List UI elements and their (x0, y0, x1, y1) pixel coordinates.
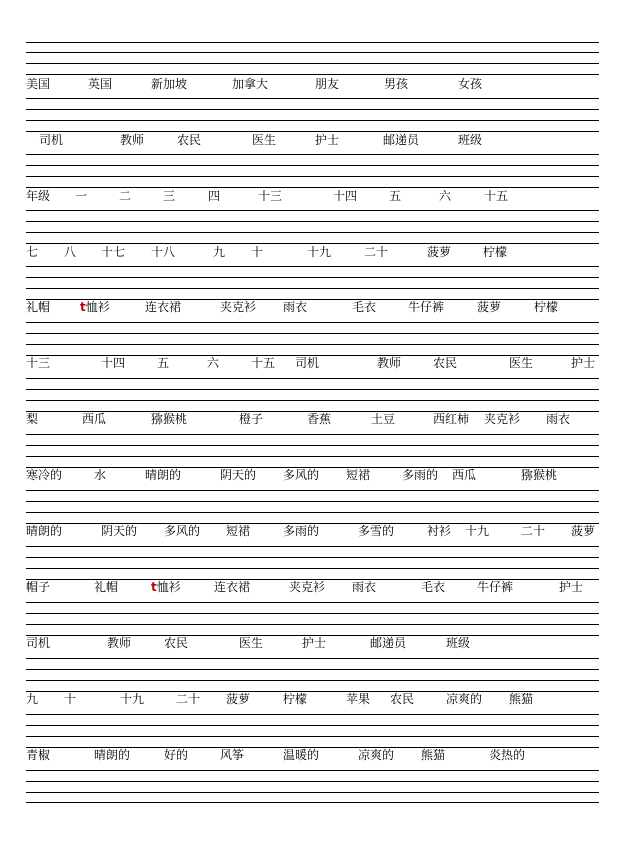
vocab-word: 熊猫 (509, 692, 534, 706)
ruled-line (26, 120, 599, 121)
vocab-word: 男孩 (384, 77, 409, 91)
vocab-word: 夹克衫 (484, 412, 521, 426)
ruled-line (26, 792, 599, 793)
vocab-word: 晴朗的 (94, 748, 131, 762)
vocab-word: 二十 (364, 245, 389, 259)
vocab-word: 炎热的 (489, 748, 526, 762)
ruled-line (26, 165, 599, 166)
vocab-word: 菠萝 (226, 692, 251, 706)
vocab-word (151, 579, 181, 595)
vocab-word: 西红柿 (433, 412, 470, 426)
vocab-word: 菠萝 (477, 300, 502, 314)
vocab-word: 雨衣 (352, 580, 377, 594)
vocab-word: 多雪的 (358, 524, 395, 538)
ruled-line (26, 221, 599, 222)
vocab-row (0, 188, 625, 204)
vocab-row (0, 747, 625, 763)
vocab-word: 五 (157, 356, 170, 370)
vocab-word: 柠檬 (283, 692, 308, 706)
vocab-word: 十三 (258, 189, 283, 203)
vocab-word: 猕猴桃 (521, 468, 558, 482)
ruled-line (26, 154, 599, 155)
vocab-word: 女孩 (458, 77, 483, 91)
vocab-word: 十 (251, 245, 264, 259)
ruled-line (26, 546, 599, 547)
vocab-word: 农民 (433, 356, 458, 370)
vocab-word: 短裙 (226, 524, 251, 538)
vocab-word: 十五 (484, 189, 509, 203)
vocab-row (0, 132, 625, 148)
vocab-row (0, 299, 625, 315)
vocab-word: 五 (389, 189, 402, 203)
ruled-line (26, 333, 599, 334)
vocab-word: 梨 (26, 412, 39, 426)
vocab-word: 六 (439, 189, 452, 203)
vocab-word: 司机 (295, 356, 320, 370)
vocab-word: 寒冷的 (26, 468, 63, 482)
ruled-line (26, 63, 599, 64)
vocab-word: 二十 (521, 524, 546, 538)
ruled-line (26, 501, 599, 502)
vocab-word: 雨衣 (283, 300, 308, 314)
vocab-row (0, 635, 625, 651)
vocab-word: 教师 (120, 133, 145, 147)
vocab-word: 青椒 (26, 748, 51, 762)
vocab-word: 教师 (377, 356, 402, 370)
vocab-word: 苹果 (346, 692, 371, 706)
ruled-line (26, 344, 599, 345)
ruled-line (26, 389, 599, 390)
vocab-word: 凉爽的 (358, 748, 395, 762)
vocab-word: 凉爽的 (446, 692, 483, 706)
vocab-word: 多风的 (164, 524, 201, 538)
vocab-word: 二十 (176, 692, 201, 706)
vocab-word: 护士 (559, 580, 584, 594)
vocab-word: 毛衣 (421, 580, 446, 594)
ruled-line (26, 109, 599, 110)
vocab-word: 英国 (88, 77, 113, 91)
vocab-word: 司机 (26, 636, 51, 650)
vocab-word: 夹克衫 (289, 580, 326, 594)
ruled-line (26, 74, 599, 75)
ruled-line (26, 400, 599, 401)
ruled-line (26, 557, 599, 558)
vocab-word: 连衣裙 (214, 580, 251, 594)
vocab-word: 班级 (446, 636, 471, 650)
vocab-word: 多雨的 (283, 524, 320, 538)
ruled-line (26, 210, 599, 211)
vocab-word: 十八 (151, 245, 176, 259)
ruled-line (26, 714, 599, 715)
vocab-word: 七 (26, 245, 39, 259)
vocab-word: 帽子 (26, 580, 51, 594)
vocab-word: 牛仔裤 (408, 300, 445, 314)
vocab-word: 农民 (390, 692, 415, 706)
ruled-line (26, 624, 599, 625)
vocab-row (0, 467, 625, 483)
vocab-word: 多雨的 (402, 468, 439, 482)
vocab-word: 土豆 (371, 412, 396, 426)
vocab-word: 西瓜 (82, 412, 107, 426)
vocab-word: 连衣裙 (145, 300, 182, 314)
ruled-line (26, 613, 599, 614)
vocab-word: 一 (75, 189, 88, 203)
vocab-row (0, 355, 625, 371)
vocab-word: 礼帽 (26, 300, 51, 314)
vocab-word: 风筝 (220, 748, 245, 762)
vocab-word: 护士 (302, 636, 327, 650)
vocab-word: 好的 (164, 748, 189, 762)
vocab-word: 邮递员 (383, 133, 420, 147)
vocab-word: 橙子 (239, 412, 264, 426)
ruled-line (26, 802, 599, 803)
ruled-line (26, 434, 599, 435)
ruled-line (26, 176, 599, 177)
vocab-word: 阴天的 (101, 524, 138, 538)
vocab-word: 衬衫 (427, 524, 452, 538)
vocab-word: 四 (208, 189, 221, 203)
vocab-word: 司机 (39, 133, 64, 147)
vocab-word: 温暖的 (283, 748, 320, 762)
ruled-line (26, 42, 599, 43)
vocab-word: 十 (64, 692, 77, 706)
vocab-word: 短裙 (346, 468, 371, 482)
vocab-word: 多风的 (283, 468, 320, 482)
vocab-word: 十七 (101, 245, 126, 259)
vocab-row (0, 523, 625, 539)
vocab-word: 熊猫 (421, 748, 446, 762)
ruled-line (26, 725, 599, 726)
vocab-word: 猕猴桃 (151, 412, 188, 426)
vocab-word: 护士 (315, 133, 340, 147)
vocab-word: 水 (94, 468, 107, 482)
vocab-word: 三 (163, 189, 176, 203)
vocab-word: 加拿大 (232, 77, 269, 91)
vocab-row (0, 691, 625, 707)
ruled-line (26, 490, 599, 491)
vocab-word: 朋友 (315, 77, 340, 91)
vocab-word-text: 恤衫 (156, 580, 181, 594)
vocab-word: 十四 (101, 356, 126, 370)
vocab-word: 十五 (251, 356, 276, 370)
vocab-word: 九 (26, 692, 39, 706)
ruled-line (26, 52, 599, 53)
vocab-word: 西瓜 (452, 468, 477, 482)
vocab-word: 医生 (239, 636, 264, 650)
vocab-word: 教师 (107, 636, 132, 650)
vocab-word: 礼帽 (94, 580, 119, 594)
vocab-word: 雨衣 (546, 412, 571, 426)
vocab-word: 十九 (307, 245, 332, 259)
ruled-line (26, 658, 599, 659)
ruled-line (26, 781, 599, 782)
vocab-word: 夹克衫 (220, 300, 257, 314)
ruled-line (26, 277, 599, 278)
ruled-line (26, 680, 599, 681)
vocab-word: 邮递员 (370, 636, 407, 650)
vocab-word: 护士 (571, 356, 596, 370)
ruled-line (26, 266, 599, 267)
ruled-line (26, 770, 599, 771)
vocab-word: 美国 (26, 77, 51, 91)
vocab-word: 医生 (252, 133, 277, 147)
vocab-word: 晴朗的 (145, 468, 182, 482)
vocab-word: 农民 (177, 133, 202, 147)
vocab-row (0, 244, 625, 260)
ruled-line (26, 512, 599, 513)
vocab-word: 十三 (26, 356, 51, 370)
vocab-word: 二 (119, 189, 132, 203)
ruled-line (26, 669, 599, 670)
vocab-word (80, 299, 110, 315)
vocab-word: 阴天的 (220, 468, 257, 482)
vocab-word: 晴朗的 (26, 524, 63, 538)
vocab-word: 年级 (26, 189, 51, 203)
ruled-line (26, 378, 599, 379)
vocab-word: 九 (213, 245, 226, 259)
vocab-row (0, 76, 625, 92)
ruled-line (26, 602, 599, 603)
vocab-word: 菠萝 (571, 524, 596, 538)
ruled-line (26, 568, 599, 569)
vocab-row (0, 411, 625, 427)
vocab-word: 毛衣 (352, 300, 377, 314)
vocab-word: 十四 (333, 189, 358, 203)
vocab-word: 柠檬 (534, 300, 559, 314)
ruled-line (26, 736, 599, 737)
ruled-line (26, 456, 599, 457)
vocab-word: 新加坡 (151, 77, 188, 91)
vocab-word: 柠檬 (483, 245, 508, 259)
ruled-line (26, 98, 599, 99)
vocab-word: 香蕉 (307, 412, 332, 426)
ruled-line (26, 445, 599, 446)
ruled-line (26, 322, 599, 323)
vocab-word: 班级 (458, 133, 483, 147)
t-prefix: t (151, 580, 157, 594)
vocab-word: 菠萝 (427, 245, 452, 259)
vocab-word: 十九 (465, 524, 490, 538)
vocab-row (0, 579, 625, 595)
vocab-word: 六 (207, 356, 220, 370)
vocab-word: 十九 (120, 692, 145, 706)
t-prefix: t (80, 300, 86, 314)
vocab-word-text: 恤衫 (85, 300, 110, 314)
ruled-line (26, 288, 599, 289)
vocab-word: 农民 (164, 636, 189, 650)
ruled-line (26, 232, 599, 233)
vocab-word: 牛仔裤 (477, 580, 514, 594)
vocab-word: 八 (64, 245, 77, 259)
vocab-word: 医生 (509, 356, 534, 370)
